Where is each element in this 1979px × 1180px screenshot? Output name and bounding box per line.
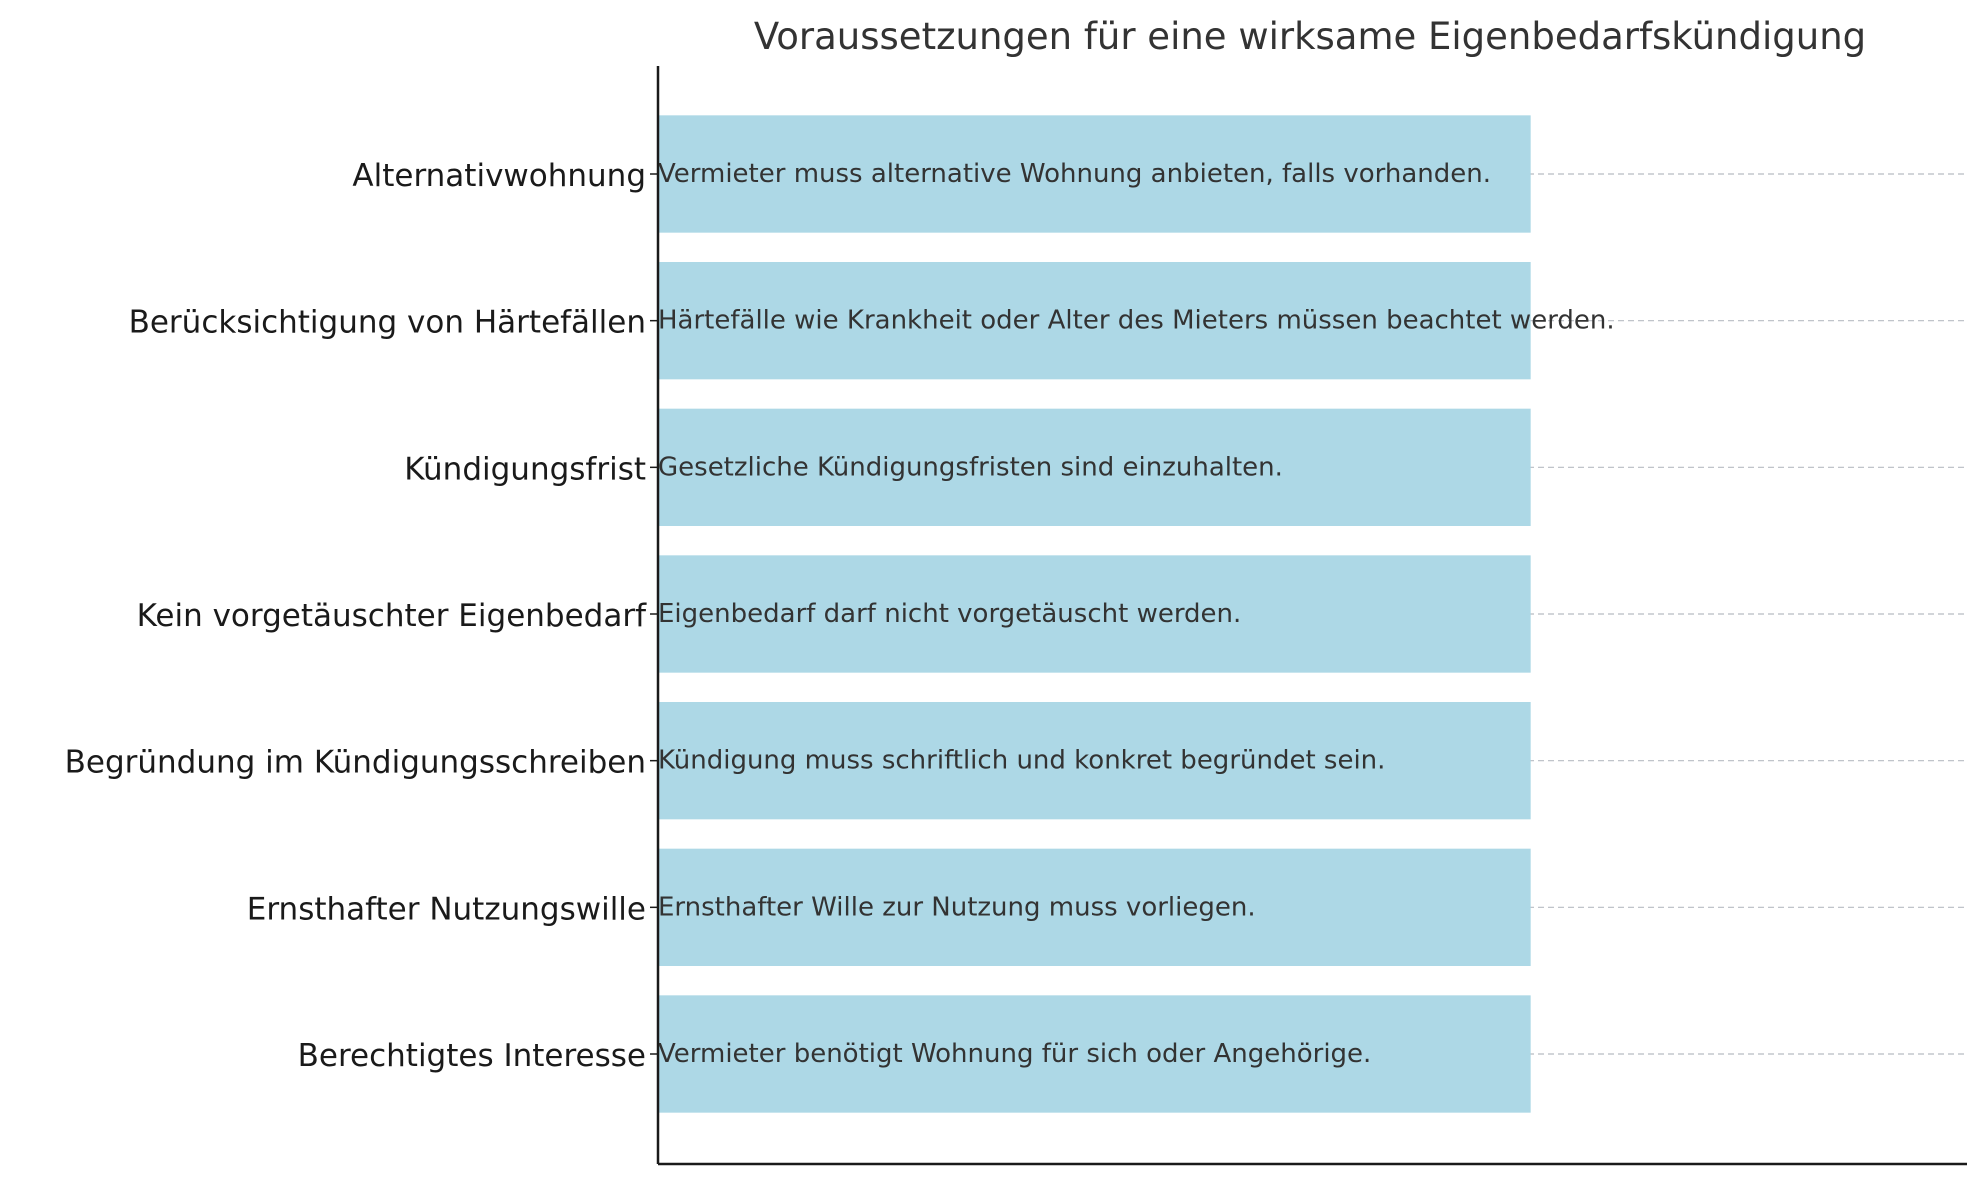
bar-label: Gesetzliche Kündigungsfristen sind einzuhalten. <box>658 452 1283 483</box>
y-tick-label: Berücksichtigung von Härtefällen <box>128 304 646 341</box>
y-tick-label: Ernsthafter Nutzungswille <box>246 891 646 928</box>
bar-label: Vermieter muss alternative Wohnung anbieten, falls vorhanden. <box>658 159 1492 189</box>
y-tick-label: Berechtigtes Interesse <box>297 1038 646 1074</box>
y-tick-label: Kündigungsfrist <box>404 451 646 488</box>
bar-label: Kündigung muss schriftlich und konkret begründet sein. <box>658 745 1386 776</box>
bar-label: Härtefälle wie Krankheit oder Alter des Mieters müssen beachtet werden. <box>658 305 1615 336</box>
y-tick-label: Begründung im Kündigungsschreiben <box>64 744 646 781</box>
bar-label: Vermieter benötigt Wohnung für sich oder Angehörige. <box>658 1039 1372 1069</box>
bar-label: Eigenbedarf darf nicht vorgetäuscht werden. <box>658 599 1242 629</box>
chart-title: Voraussetzungen für eine wirksame Eigenbedarfskündigung <box>753 15 1867 58</box>
y-tick-label: Alternativwohnung <box>352 158 646 194</box>
y-tick-label: Kein vorgetäuschter Eigenbedarf <box>136 598 646 634</box>
bar-label: Ernsthafter Wille zur Nutzung muss vorliegen. <box>658 892 1256 923</box>
y-tick-labels <box>65 158 658 1074</box>
